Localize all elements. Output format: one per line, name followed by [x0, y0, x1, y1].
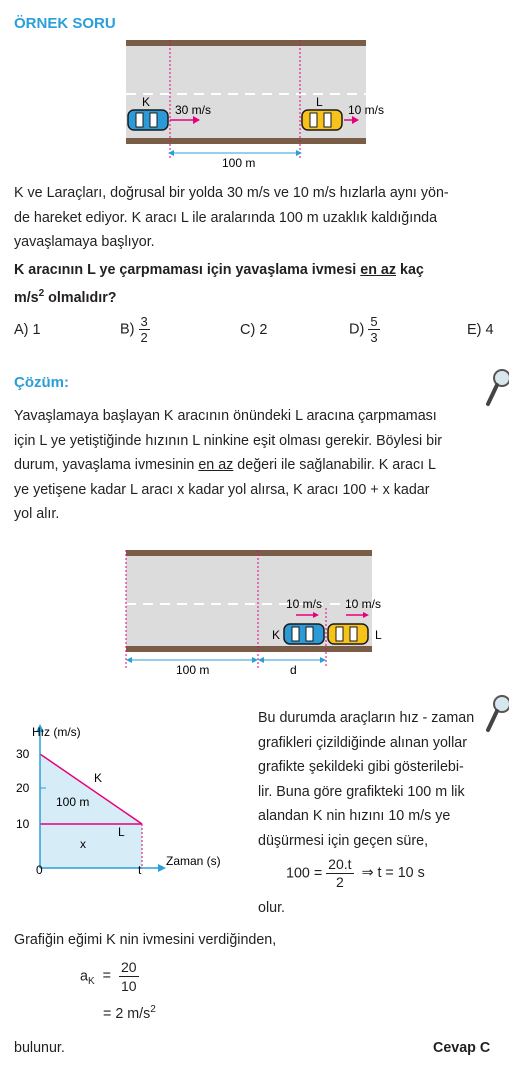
- fig2-speed-k: 10 m/s: [286, 597, 323, 611]
- car-l-icon: [302, 110, 342, 130]
- road-figure-2: [120, 548, 380, 680]
- car-l-speed: 10 m/s: [348, 103, 385, 117]
- time-equation: 100 = $\frac{20.t}{2}$ ⇒ t = 10 s: [286, 856, 425, 890]
- graph-l-label: L: [118, 825, 125, 839]
- distance-label: 100 m: [222, 156, 256, 170]
- question-bold-line-2: $m/s^2$ olmalıdır?: [14, 288, 117, 306]
- solution-line-4: ye yetişene kadar L aracı x kadar yol alırsa, K aracı 100 + x kadar: [14, 481, 430, 498]
- car-k-label: K: [142, 95, 151, 109]
- magnifier-icon-2: [486, 694, 509, 734]
- car-k-icon: [128, 110, 168, 130]
- solution-text: [14, 404, 499, 527]
- graph-y20: 20: [16, 781, 30, 795]
- graph-y10: 10: [16, 817, 30, 831]
- graph-k-label: K: [94, 771, 103, 785]
- solution-line-1: Yavaşlamaya başlayan K aracının önündeki L aracına çarpmaması: [14, 408, 437, 424]
- acceleration-formula: $a_K$ = $\frac{20}{10}$: [80, 959, 137, 994]
- graph-x-label: x: [80, 837, 86, 851]
- choice-e[interactable]: E) 4: [467, 322, 494, 338]
- explanation-line-3: grafikte şekildeki gibi gösterilebi-: [258, 759, 464, 775]
- explanation-line-1: Bu durumda araçların hız - zaman: [258, 710, 475, 726]
- magnifier-icon: [486, 368, 509, 408]
- solution-line-3: durum, yavaşlama ivmesinin en az değeri ile sağlanabilir. K aracı L: [14, 457, 436, 473]
- choice-a[interactable]: A) 1: [14, 322, 41, 338]
- olur-text: olur.: [258, 900, 286, 916]
- graph-y30: 30: [16, 747, 30, 761]
- example-title: ÖRNEK SORU: [14, 15, 116, 32]
- fig2-speed-l: 10 m/s: [345, 597, 382, 611]
- graph-origin: 0: [36, 863, 43, 877]
- graph-area-label: 100 m: [56, 795, 90, 809]
- question-bold-line-1: K aracının L ye çarpmaması için yavaşlama ivmesi en az kaç: [14, 261, 424, 278]
- graph-ylabel: Hız (m/s): [32, 725, 81, 739]
- acceleration-result: = 2 $m/s^2$: [103, 1004, 156, 1022]
- choice-c[interactable]: C) 2: [240, 322, 268, 338]
- graph-xlabel: Zaman (s): [166, 854, 221, 868]
- explanation-line-6: düşürmesi için geçen süre,: [258, 832, 429, 849]
- slope-text: Grafiğin eğimi K nin ivmesini verdiğinden,: [14, 932, 277, 948]
- fig2-car-k-label: K: [272, 628, 281, 642]
- bulunur-text: bulunur.: [14, 1040, 65, 1056]
- solution-line-5: yol alır.: [14, 506, 60, 522]
- graph-t: t: [138, 863, 142, 877]
- explanation-line-2: grafikleri çizildiğinde alınan yollar: [258, 734, 467, 751]
- solution-title: Çözüm:: [14, 374, 69, 391]
- choice-d[interactable]: D) $\frac{5}{3}$: [349, 314, 378, 345]
- road-figure-1: [120, 38, 385, 173]
- explanation-line-5: alandan K nin hızını 10 m/s ye: [258, 808, 451, 824]
- car-l-label: L: [316, 95, 323, 109]
- question-text: [14, 181, 499, 310]
- fig2-car-k-icon: [284, 624, 324, 644]
- graph-explanation: [258, 706, 503, 853]
- fig2-car-l-label: L: [375, 628, 382, 642]
- fig2-distance: 100 m: [176, 663, 210, 677]
- question-line-3: yavaşlamaya başlıyor.: [14, 234, 155, 250]
- answer-text: Cevap C: [433, 1040, 491, 1056]
- question-line-1: K ve Laraçları, doğrusal bir yolda 30 m/s ve 10 m/s hızlarla aynı yön-: [14, 185, 449, 201]
- solution-line-2: için L ye yetiştiğinde hızının L ninkine eşit olması gerekir. Böylesi bir: [14, 432, 443, 449]
- fig2-car-l-icon: [328, 624, 368, 644]
- velocity-time-graph: [10, 720, 240, 880]
- question-line-2: de hareket ediyor. K aracı L ile aralarında 100 m uzaklık kaldığında: [14, 209, 438, 226]
- choice-b[interactable]: B) $\frac{3}{2}$: [120, 314, 148, 345]
- car-k-speed: 30 m/s: [175, 103, 212, 117]
- fig2-d: d: [290, 663, 297, 677]
- explanation-line-4: lir. Buna göre grafikteki 100 m lik: [258, 783, 465, 800]
